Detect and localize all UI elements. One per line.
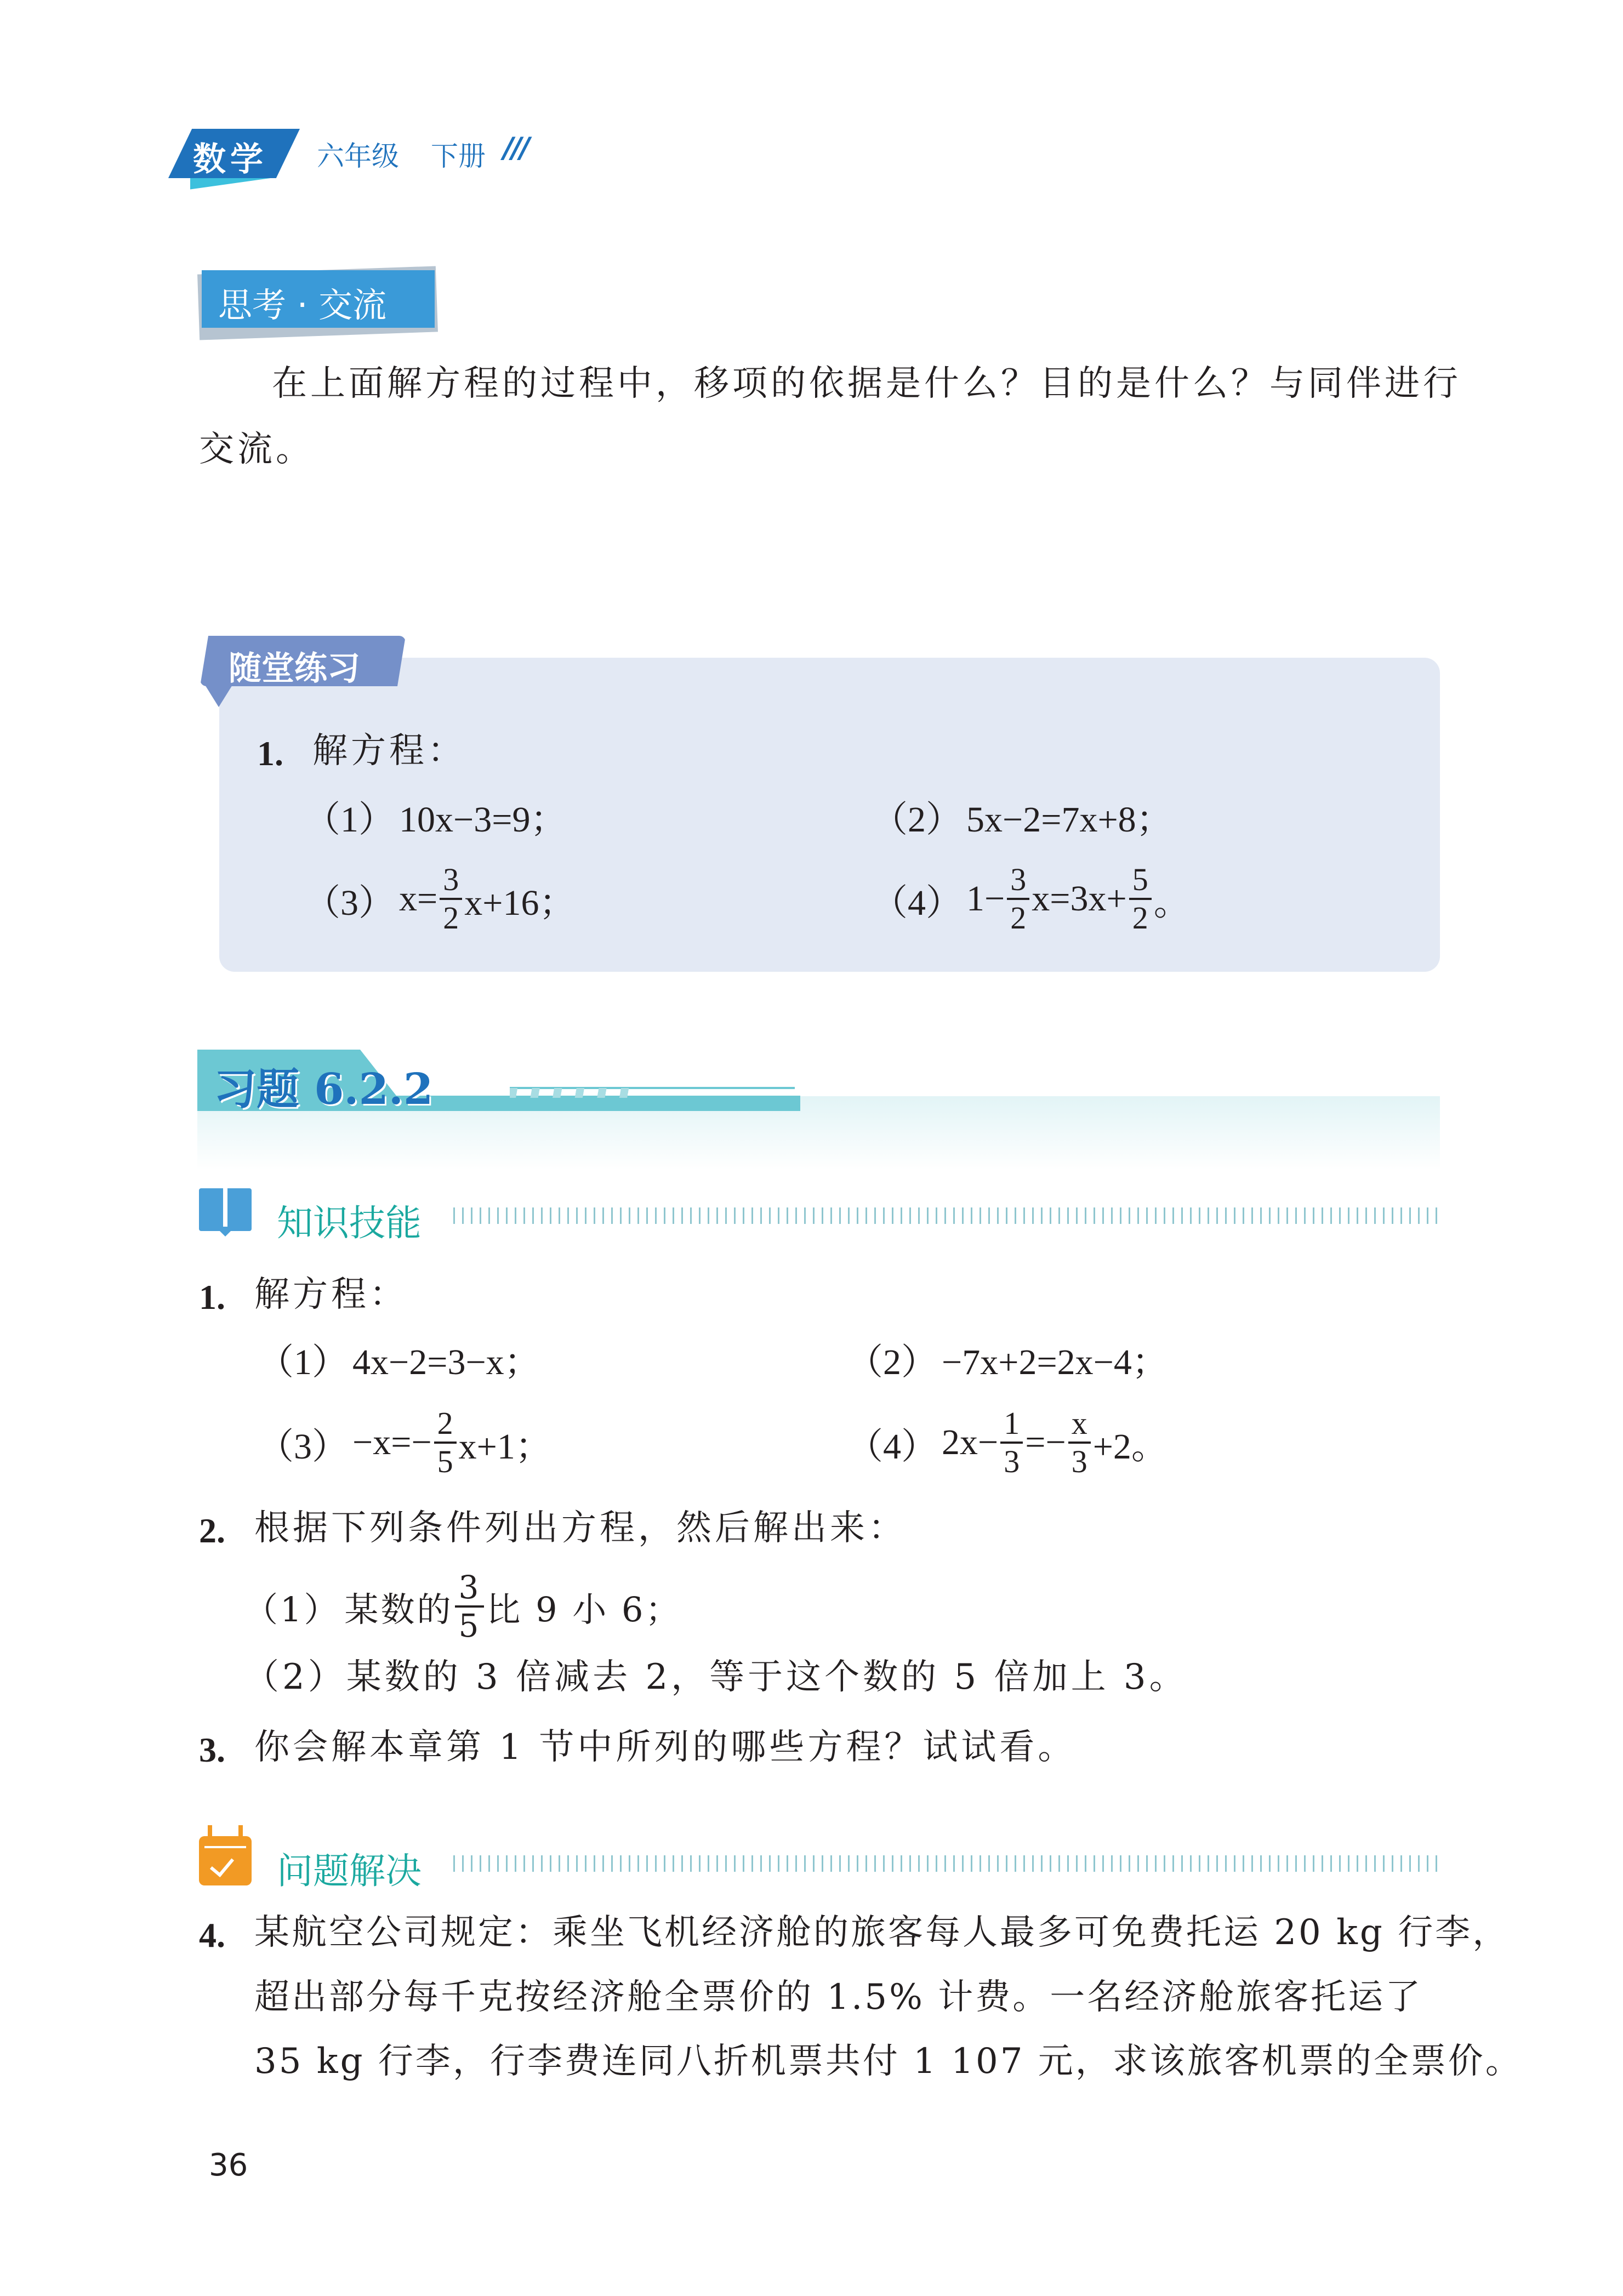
practice-title: 随堂练习: [229, 650, 360, 688]
ex-q1-number: 1.: [199, 1278, 225, 1317]
exercise-title: 习题 6.2.2: [214, 1064, 434, 1114]
equation-text: +2。: [1092, 1426, 1168, 1467]
item-label: （3）: [304, 882, 395, 923]
ex-q4-line2: 超出部分每千克按经济舱全票价的 1.5% 计费。一名经济舱旅客托运了: [254, 1977, 1423, 2018]
ex-equation-1: [258, 1336, 540, 1380]
fraction-numerator: x: [1068, 1408, 1091, 1444]
ex-equation-3: [258, 1404, 551, 1481]
practice-q-number: 1.: [257, 734, 283, 773]
fraction-numerator: 1: [1000, 1408, 1023, 1444]
ex-q4-line3: 35 kg 行李，行李费连同八折机票共付 1 107 元，求该旅客机票的全票价。: [254, 2041, 1523, 2082]
fraction-denominator: 3: [1004, 1444, 1020, 1479]
item-label: （1）: [304, 799, 395, 840]
equation-text: 2x−: [942, 1422, 999, 1462]
item-label: （2）: [847, 1342, 937, 1382]
item-label: （3）: [258, 1426, 348, 1467]
equation-text: x+1；: [458, 1426, 551, 1467]
ex-equation-4: [847, 1404, 1168, 1481]
ex-q2-item1: [244, 1571, 681, 1642]
skills-title: 知识技能: [277, 1202, 422, 1244]
practice-q-text: 解方程：: [312, 731, 466, 771]
ex-q2-item2: （2）某数的 3 倍减去 2，等于这个数的 5 倍加上 3。: [244, 1657, 1188, 1697]
equation-text: x=: [399, 879, 438, 919]
think-paragraph-line1: 在上面解方程的过程中，移项的依据是什么？目的是什么？与同伴进行: [272, 363, 1461, 404]
skills-divider: [453, 1207, 1440, 1224]
equation-text: x=3x+: [1032, 879, 1127, 919]
fraction: [1068, 1405, 1091, 1479]
solve-divider: [453, 1855, 1440, 1872]
exercise-banner: [197, 1050, 800, 1114]
ex-q2-text: 根据下列条件列出方程，然后解出来：: [254, 1508, 907, 1548]
equation-text: 。: [1153, 882, 1190, 923]
page-number: 36: [209, 2147, 248, 2183]
fraction-numerator: 2: [434, 1408, 457, 1444]
fraction-numerator: 3: [1007, 864, 1029, 900]
book-icon: [199, 1184, 252, 1237]
subject-label: 数学: [193, 140, 267, 179]
item-label: （1）: [244, 1589, 340, 1630]
practice-equation-3: [304, 861, 575, 937]
fraction: [1129, 864, 1152, 934]
volume-label: 下册: [431, 140, 486, 172]
item-label: （4）: [872, 882, 962, 923]
grade-label: 六年级: [317, 140, 399, 172]
ex-q1-text: 解方程：: [254, 1274, 408, 1315]
practice-equation-4: [872, 861, 1190, 937]
equation-text: 某数的: [344, 1589, 453, 1630]
fraction-denominator: 2: [443, 900, 459, 936]
equation-text: 10x−3=9；: [399, 799, 567, 840]
fraction: [455, 1571, 484, 1642]
ex-q4-number: 4.: [199, 1916, 225, 1955]
practice-equation-2: [872, 794, 1172, 838]
ex-q4-line1: 某航空公司规定：乘坐飞机经济舱的旅客每人最多可免费托运 20 kg 行李，: [254, 1912, 1510, 1953]
equation-text: =−: [1025, 1422, 1066, 1462]
fraction-denominator: 5: [437, 1444, 453, 1479]
equation-text: 比 9 小 6；: [486, 1589, 682, 1630]
equation-text: −x=−: [352, 1422, 432, 1462]
fraction: [434, 1405, 457, 1479]
fraction-denominator: 2: [1010, 900, 1027, 936]
fraction: [1007, 864, 1029, 934]
item-label: （4）: [847, 1426, 937, 1467]
fraction-numerator: 3: [440, 864, 462, 900]
equation-text: 1−: [966, 879, 1005, 919]
slashes-decoration: ///: [503, 132, 528, 164]
think-badge: [198, 265, 440, 339]
think-title: 思考 · 交流: [218, 285, 387, 325]
equation-text: −7x+2=2x−4；: [942, 1342, 1168, 1382]
practice-tab: [200, 636, 408, 713]
item-label: （1）: [258, 1342, 348, 1382]
fraction-numerator: 5: [1129, 864, 1152, 900]
checklist-icon: [199, 1825, 252, 1885]
fraction-denominator: 3: [1071, 1444, 1087, 1479]
fraction-denominator: 2: [1132, 900, 1148, 936]
ex-equation-2: [847, 1336, 1168, 1380]
equation-text: 4x−2=3−x；: [352, 1342, 540, 1382]
ex-q3-text: 你会解本章第 1 节中所列的哪些方程？试试看。: [254, 1727, 1077, 1768]
practice-equation-1: [304, 794, 566, 838]
equation-text: x+16；: [464, 882, 576, 923]
item-label: （2）: [872, 799, 962, 840]
fraction: [440, 864, 462, 934]
ex-q3-number: 3.: [199, 1730, 225, 1769]
equation-text: 5x−2=7x+8；: [966, 799, 1172, 840]
fraction-denominator: 5: [458, 1607, 481, 1644]
solve-title: 问题解决: [277, 1850, 422, 1892]
ex-q2-number: 2.: [199, 1511, 225, 1550]
think-paragraph-line2: 交流。: [199, 429, 314, 470]
header-badge: [168, 129, 303, 184]
fraction-numerator: 3: [455, 1571, 484, 1608]
fraction: [1000, 1405, 1023, 1479]
